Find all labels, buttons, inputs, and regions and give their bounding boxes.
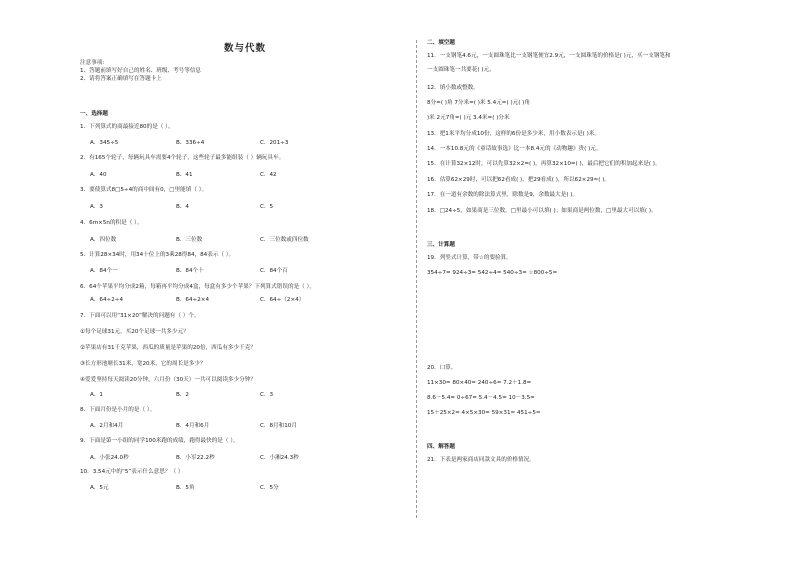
question-text: 12．填小数或整数。 bbox=[427, 85, 479, 91]
sub-question: ①每个足球31元，买20个足球一共多少元？ bbox=[80, 329, 189, 335]
option: A．3 bbox=[90, 204, 103, 210]
question-text: 2．有165个轮子，每辆玩具车需要4个轮子，这些轮子最多能组装（ ）辆玩具车。 bbox=[80, 155, 285, 161]
notice-item: 1、答题前填写好自己的姓名、班级、考号等信息 bbox=[80, 68, 202, 74]
question-text: 20．口算。 bbox=[427, 365, 457, 371]
option: C．小湘24.3秒 bbox=[260, 455, 299, 461]
option: C．42 bbox=[260, 172, 277, 178]
option: B．三位数 bbox=[176, 237, 203, 243]
question-text: 11．一支钢笔4.6元，一支圆珠笔比一支钢笔便宜2.9元，一支圆珠笔的价格是( )元，买一支钢笔和 bbox=[427, 53, 671, 59]
question-text: 3．要使算式8□5÷4的商中间有0，□里能填（ ）。 bbox=[80, 187, 208, 193]
mental-math-row: 15＋25×2= 4×5×30= 59×31≈ 451÷5≈ bbox=[427, 410, 541, 416]
question-text: 18．□24÷5，如果商是三位数，□里最小可以填( )；如果商是两位数，□里最大可以填( )。 bbox=[427, 208, 657, 214]
question-text: 19．列竖式计算，带☆的要验算。 bbox=[427, 255, 512, 261]
option: C．5 bbox=[260, 204, 274, 210]
option: A．2月和4月 bbox=[90, 423, 124, 429]
question-text: 9．下面是第一小组的同学100米跑的成绩，跑得最快的是（ ）。 bbox=[80, 438, 239, 444]
column-divider bbox=[416, 40, 417, 518]
question-text: 14．一本10.8元的《童话故事选》比一本8.4元的《动物趣》贵( )元。 bbox=[427, 146, 602, 152]
question-text: 7．下面可以用“31×20”解决的问题有（ ）个。 bbox=[80, 313, 200, 319]
option: B．4 bbox=[176, 204, 189, 210]
question-text: 4．6m×5n的积是（ ）。 bbox=[80, 220, 143, 226]
option: C．8月和10月 bbox=[260, 423, 297, 429]
question-text: 13．把1米平均分成10份，这样的6份是多少米，用小数表示是( )米。 bbox=[427, 131, 600, 137]
option: B．5角 bbox=[176, 485, 195, 491]
option: A．64÷2÷4 bbox=[90, 297, 124, 303]
fill-line: 8分=( )角 7分米=( )米 5.4元=( )元( )角 bbox=[427, 100, 530, 106]
question-text: 17．在一道有余数的除法算式里，除数是9，余数最大是( )。 bbox=[427, 192, 579, 198]
option: B．小军22.2秒 bbox=[176, 455, 215, 461]
question-text: 一支圆珠笔一共要花( )元。 bbox=[427, 67, 495, 73]
page-title: 数与代数 bbox=[223, 43, 266, 54]
option: A．1 bbox=[90, 392, 103, 398]
mental-math-row: 8.6－5.4= 0÷67= 5.4－4.5= 10－3.5= bbox=[427, 395, 535, 401]
option: B．84个十 bbox=[176, 268, 204, 274]
question-text: 1．下列算式的商最接近80的是（ ）。 bbox=[80, 124, 174, 130]
option: C．5分 bbox=[260, 485, 279, 491]
notice-item: 2、请将答案正确填写在答题卡上 bbox=[80, 76, 162, 82]
question-text: 5．计算28×34时，用34十位上的3乘28得84，84表示（ ）。 bbox=[80, 252, 235, 258]
option: B．336÷4 bbox=[176, 140, 205, 146]
option: B．4月和6月 bbox=[176, 423, 210, 429]
question-text: 8．下面月份是小月的是（ ）。 bbox=[80, 407, 156, 413]
option: B．64÷2×4 bbox=[176, 297, 210, 303]
question-text: 10．3.54元中的“5”表示什么意思？（ ） bbox=[80, 469, 184, 475]
option: C．3 bbox=[260, 392, 274, 398]
option: C．84个百 bbox=[260, 268, 288, 274]
option: A．小张24.0秒 bbox=[90, 455, 129, 461]
calc-items: 354÷7= 924÷3= 542÷4= 540÷3= ☆800÷5= bbox=[427, 270, 558, 276]
section-heading: 三、计算题 bbox=[427, 242, 455, 248]
fill-line: )米 2元7角=( )元 3.4米=( )分米 bbox=[427, 115, 510, 121]
mental-math-row: 11×30= 80×40= 240÷6= 7.2＋1.8= bbox=[427, 380, 532, 386]
sub-question: ②苹果店有31千克苹果，西瓜的质量是苹果的20倍，西瓜有多少千克？ bbox=[80, 345, 256, 351]
option: A．40 bbox=[90, 172, 107, 178]
option: A．345÷5 bbox=[90, 140, 119, 146]
option: C．201÷3 bbox=[260, 140, 289, 146]
section-heading: 四、解答题 bbox=[427, 444, 455, 450]
option: C．64÷（2×4） bbox=[260, 297, 305, 303]
question-text: 15．在计算32×12时，可以先算32×2=( )，再算32×10=( )，最后把它们的积加起来是( )。 bbox=[427, 161, 661, 167]
question-text: 21．下表是两家商店同款文具的价格情况。 bbox=[427, 457, 535, 463]
section-heading: 二、填空题 bbox=[427, 40, 455, 46]
option: B．2 bbox=[176, 392, 189, 398]
question-text: 16．估算62×29时，可以把62看成( )，把29看成( )，所以62×29≈( )。 bbox=[427, 177, 611, 183]
option: A．5元 bbox=[90, 485, 109, 491]
sub-question: ③长方形池塘长31米，宽20米，它的周长是多少？ bbox=[80, 361, 206, 367]
section-heading: 一、选择题 bbox=[80, 111, 108, 117]
option: A．四位数 bbox=[90, 237, 117, 243]
option: B．41 bbox=[176, 172, 193, 178]
sub-question: ④爱爱坚持每天阅读20分钟，六月份（30天）一共可以阅读多少分钟？ bbox=[80, 377, 256, 383]
question-text: 6．64个苹果平均分成2箱，每箱再平均分成4盒，每盒有多少个苹果？下列算式错误的是（ ）。 bbox=[80, 284, 315, 290]
notice-title: 注意事项: bbox=[80, 60, 105, 66]
option: C．三位数或四位数 bbox=[260, 237, 309, 243]
option: A．84个一 bbox=[90, 268, 118, 274]
